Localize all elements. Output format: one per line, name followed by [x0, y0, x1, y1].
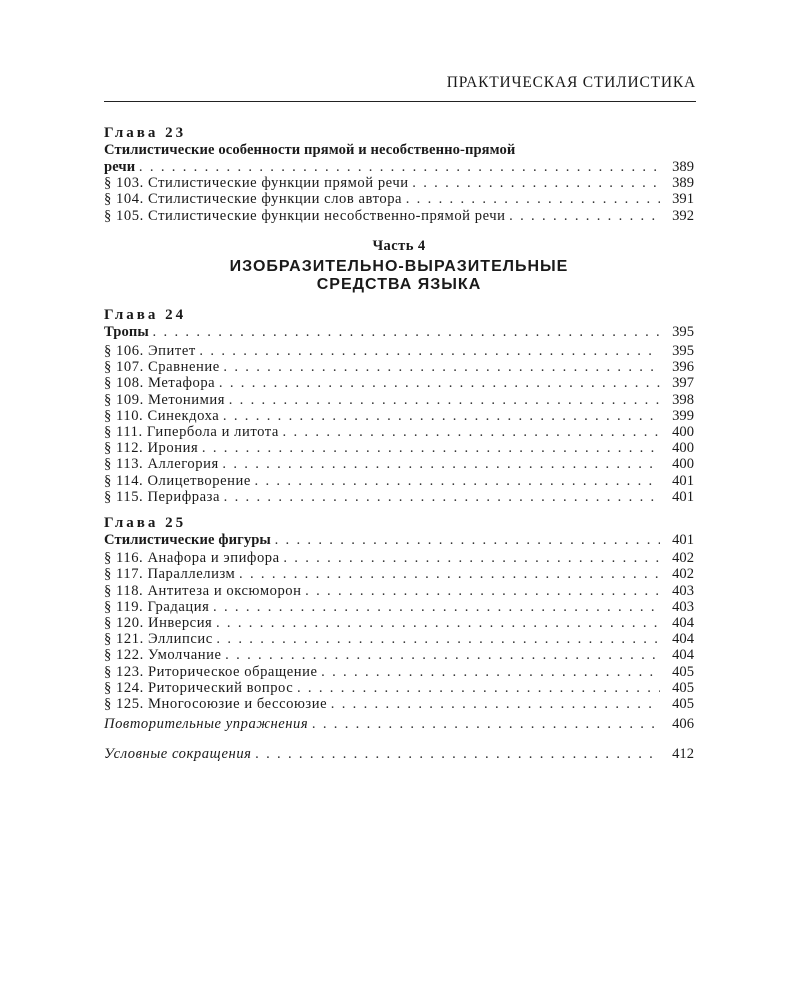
toc-entry	[104, 532, 694, 548]
toc-entry	[104, 440, 694, 456]
entry-label: § 110. Синекдоха	[104, 407, 220, 424]
toc-entry	[104, 647, 694, 663]
leader-dots	[213, 631, 660, 647]
leader-dots	[220, 359, 660, 375]
toc-entry	[104, 473, 694, 489]
entry-label: § 103. Стилистические функции прямой речи	[104, 175, 409, 192]
page-number: 400	[672, 456, 694, 473]
page-number: 396	[672, 359, 694, 376]
entry-label: § 119. Градация	[104, 598, 210, 615]
table-of-contents	[104, 124, 694, 763]
entry-label: § 113. Аллегория	[104, 456, 219, 473]
page-number: 389	[672, 175, 694, 192]
leader-dots	[318, 664, 660, 680]
leader-dots	[402, 191, 660, 207]
page-number: 405	[672, 679, 694, 696]
page-number: 405	[672, 696, 694, 713]
part-4-title-line1: ИЗОБРАЗИТЕЛЬНО-ВЫРАЗИТЕЛЬНЫЕ	[229, 257, 569, 275]
toc-entry	[104, 456, 694, 472]
leader-dots	[135, 159, 660, 175]
page-number: 395	[672, 343, 694, 360]
page-number: 402	[672, 550, 694, 567]
entry-label: § 112. Ирония	[104, 440, 199, 457]
page-number: 392	[672, 207, 694, 224]
page-number: 403	[672, 598, 694, 615]
chapter-25-heading: Глава 25	[104, 515, 187, 532]
entry-label: § 105. Стилистические функции несобственно-прямой речи	[104, 207, 506, 224]
toc-entry	[104, 175, 694, 191]
leader-dots	[252, 746, 661, 762]
entry-label: § 125. Многосоюзие и бессоюзие	[104, 696, 328, 713]
page-number: 389	[672, 159, 694, 175]
entry-label: § 117. Параллелизм	[104, 566, 236, 583]
page-number: 391	[672, 191, 694, 208]
exercises-label: Повторительные упражнения	[104, 716, 309, 733]
toc-entry	[104, 631, 694, 647]
chapter-23-title-line1: Стилистические особенности прямой и несобственно-прямой	[104, 142, 516, 158]
abbreviations-label: Условные сокращения	[104, 746, 252, 763]
entry-label: § 124. Риторический вопрос	[104, 679, 294, 696]
entry-label: § 108. Метафора	[104, 375, 216, 392]
entry-label: § 106. Эпитет	[104, 343, 196, 360]
leader-dots	[196, 343, 660, 359]
leader-dots	[222, 647, 660, 663]
running-title: ПРАКТИЧЕСКАЯ СТИЛИСТИКА	[446, 74, 696, 91]
toc-entry	[104, 392, 694, 408]
entry-label: § 104. Стилистические функции слов автора	[104, 191, 403, 208]
part-4-block	[104, 238, 694, 294]
part-4-label: Часть 4	[372, 237, 426, 254]
leader-dots	[279, 424, 660, 440]
chapter-24-heading: Глава 24	[104, 306, 187, 323]
toc-entry	[104, 375, 694, 391]
header-rule	[104, 101, 696, 102]
toc-entry	[104, 615, 694, 631]
leader-dots	[302, 583, 660, 599]
page-number: 412	[672, 746, 694, 763]
toc-entry	[104, 716, 694, 732]
toc-entry	[104, 489, 694, 505]
leader-dots	[215, 375, 660, 391]
chapter-25-title: Стилистические фигуры	[104, 532, 271, 549]
page-number: 397	[672, 375, 694, 392]
toc-entry	[104, 583, 694, 599]
leader-dots	[506, 208, 660, 224]
toc-entry	[104, 408, 694, 424]
page-number: 400	[672, 424, 694, 441]
toc-entry	[104, 746, 694, 762]
leader-dots	[308, 716, 660, 732]
entry-label: § 111. Гипербола и литота	[104, 424, 279, 441]
entry-label: § 120. Инверсия	[104, 615, 213, 632]
page-number: 406	[672, 716, 694, 733]
toc-entry	[104, 550, 694, 566]
entry-label: § 121. Эллипсис	[104, 631, 213, 648]
toc-entry	[104, 680, 694, 696]
toc-entry	[104, 359, 694, 375]
leader-dots	[235, 566, 660, 582]
toc-entry	[104, 599, 694, 615]
chapter-23-title-line2: речи	[104, 159, 136, 175]
leader-dots	[409, 175, 660, 191]
leader-dots	[280, 550, 660, 566]
page-number: 401	[672, 472, 694, 489]
page-number: 404	[672, 615, 694, 632]
entry-label: § 118. Антитеза и оксюморон	[104, 582, 302, 599]
toc-entry	[104, 208, 694, 224]
chapter-23-heading: Глава 23	[104, 125, 187, 141]
leader-dots	[219, 408, 660, 424]
leader-dots	[251, 473, 660, 489]
page-number: 402	[672, 566, 694, 583]
page-number: 404	[672, 631, 694, 648]
leader-dots	[198, 440, 660, 456]
entry-label: § 116. Анафора и эпифора	[104, 550, 280, 567]
leader-dots	[271, 532, 660, 548]
page-number: 405	[672, 663, 694, 680]
spacer	[104, 294, 694, 306]
leader-dots	[327, 696, 660, 712]
leader-dots	[212, 615, 660, 631]
leader-dots	[293, 680, 660, 696]
part-4-title-line2: СРЕДСТВА ЯЗЫКА	[316, 275, 482, 293]
page-number: 404	[672, 647, 694, 664]
entry-label: § 114. Олицетворение	[104, 472, 251, 489]
toc-entry	[104, 324, 694, 340]
toc-entry	[104, 424, 694, 440]
entry-label: § 115. Перифраза	[104, 488, 220, 505]
entry-label: § 122. Умолчание	[104, 647, 222, 664]
entry-label: § 107. Сравнение	[104, 359, 220, 376]
leader-dots	[149, 324, 660, 340]
toc-entry	[104, 566, 694, 582]
page-number: 401	[672, 488, 694, 505]
page-number: 399	[672, 407, 694, 424]
entry-label: § 123. Риторическое обращение	[104, 663, 318, 680]
spacer	[104, 732, 694, 746]
entry-label: § 109. Метонимия	[104, 391, 226, 408]
toc-entry	[104, 664, 694, 680]
toc-entry	[104, 159, 694, 175]
leader-dots	[220, 489, 660, 505]
leader-dots	[209, 599, 660, 615]
chapter-24-title: Тропы	[104, 323, 149, 340]
page-number: 398	[672, 391, 694, 408]
toc-entry	[104, 343, 694, 359]
toc-entry	[104, 696, 694, 712]
page-number: 403	[672, 582, 694, 599]
page-number: 395	[672, 323, 694, 340]
leader-dots	[219, 456, 660, 472]
toc-entry	[104, 191, 694, 207]
leader-dots	[225, 392, 660, 408]
page-number: 400	[672, 440, 694, 457]
page-number: 401	[672, 532, 694, 549]
